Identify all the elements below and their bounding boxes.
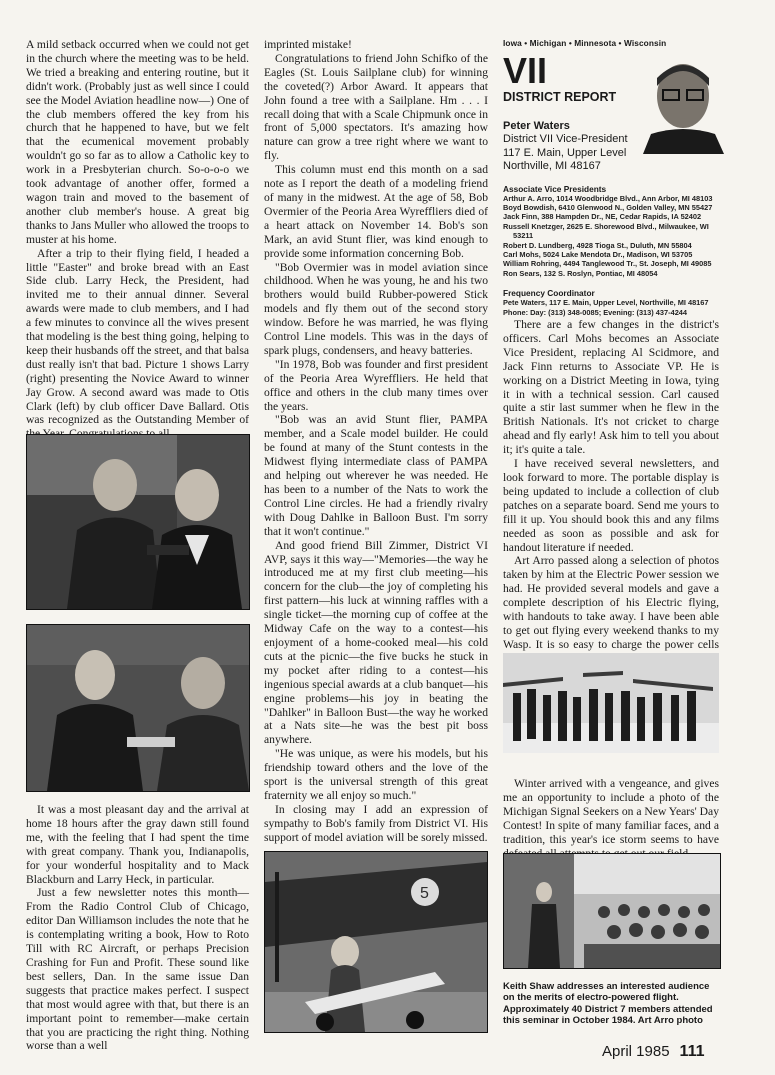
paragraph: It was a most pleasant day and the arrival at home 18 hours after the gray dawn still found me, with the feeling that I had spent the time with great company. Thank you, Indianapolis, for your wonderful hospitality and to Mack Blackburn and Larry Heck, in particular.: [26, 803, 249, 886]
paragraph: Congratulations to friend John Schifko of the Eagles (St. Louis Sailplane club) for winning the coveted(?) Arbor Award. It appears that John found a tree with a Sailplane. Hm . . . I recall doing that with a Scale Chipmunk once in front of 5,000 spectators. It's amazing how nature can grow a tree right where we want to fly.: [264, 51, 488, 163]
paragraph: And good friend Bill Zimmer, District VI AVP, says it this way—"Memories—the way he introduced me at my first club meeting—his concern for the club—the joy of completing his first pattern—his luck at winning raffles with a single ticket—the morning cup of coffee at the Midway Cafe on the way to a contest—his enjoyment of a home-cooked meal—his cold cuts at the picnic—the five bucks he stuck in my pocket after riding to a contest—his ingenious special awards at a club banquet—his engine problems—his joy in beating the "Dahlker" in Balloon Bust—the way he worked at a Nats site—he was the best pit boss anywhere.: [264, 538, 488, 747]
associate-vp-heading: Associate Vice Presidents: [503, 183, 607, 194]
district-report-title: DISTRICT REPORT: [503, 90, 617, 104]
district-numeral: VII: [503, 50, 548, 91]
associate-vp-entry: Boyd Bowdish, 6410 Glenwood N., Golden Valley, MN 55427: [503, 203, 713, 213]
paragraph: "He was unique, as were his models, but his friendship toward others and the love of the sport is the universal strength of this great fraternity we all enjoy so much.": [264, 747, 488, 802]
paragraph: I have received several newsletters, and look forward to more. The portable display is being updated to include a collection of club patches on a separate board. Send me yours to fill it up. You should book this and any films needed as soon as possible and ask for handout literature if needed.: [503, 457, 719, 554]
page-number: 111: [679, 1043, 705, 1060]
frequency-coordinator-details: [503, 298, 738, 317]
frequency-coordinator-heading: Frequency Coordinator: [503, 288, 595, 299]
associate-vp-entry: 53211: [513, 231, 534, 241]
paragraph: Art Arro passed along a selection of photos taken by him at the Electric Power session we had. He provided several models and gave a complete description of his Electric flying, with handouts to take away. I have been able to get out flying every weekend thanks to my Wasp. It is so easy to charge the power cells: [503, 554, 719, 651]
district-states: Iowa • Michigan • Minnesota • Wisconsin: [503, 38, 667, 48]
paragraph: Winter arrived with a vengeance, and gives me an opportunity to include a photo of the Michigan Signal Seekers on a New Years' Day Contest! In spite of many familiar faces, and a tradition, this year's ice storm seems to have: [503, 777, 719, 846]
associate-vp-entry: Robert D. Lundberg, 4928 Tioga St., Duluth, MN 55804: [503, 240, 692, 250]
paragraph: imprinted mistake!: [264, 38, 352, 51]
photo-signal-seekers-group: [503, 653, 719, 753]
associate-vp-list: [503, 194, 738, 279]
issue-date: April 1985: [602, 1043, 670, 1060]
photo-vice-president-portrait: [643, 56, 724, 154]
paragraph: "Bob Overmier was in model aviation since childhood. When he was young, he and his two brothers would build Rubber-powered Stick models and fly them out of the second story window. Before he was married, he was flying Control Line models. This was in the days of spark plugs, condensers, and heavy batteries.: [264, 260, 488, 357]
column-1-bottom: [26, 803, 249, 1053]
photo-caption: Keith Shaw addresses an interested audience on the merits of electro-powered flight. Approximately 40 District 7 members attended this seminar in October 1984. Art Arro photo: [503, 981, 713, 1026]
column-3: [503, 318, 719, 680]
associate-vp-entry: William Rohring, 4494 Tanglewood Tr., St. Joseph, MI 49085: [503, 259, 712, 269]
vp-address-line: 117 E. Main, Upper Level: [503, 146, 627, 159]
photo-award-presentation-1: [26, 434, 250, 610]
photo-scale-warbird-model: [264, 851, 488, 1033]
vp-name: Peter Waters: [503, 120, 570, 132]
photo-award-presentation-2: [26, 624, 250, 792]
frequency-coordinator-line: Phone: Day: (313) 348-0085; Evening: (313) 437-4244: [503, 307, 688, 317]
associate-vp-entry: Carl Mohs, 5024 Lake Mendota Dr., Madison, WI 53705: [503, 250, 693, 260]
column-2: [264, 38, 488, 905]
paragraph: There are a few changes in the district's officers. Carl Mohs becomes an Associate Vice President, replacing Al Scidmore, and Jack Finn returns to Associate VP. He is working on a District Meeting in Iowa, tying it in with a technical session. Carl caused quite a stir last summer when he flew in the British Nationals. It's not cricket to charge ahead and fly early! Ask him to tell you about it; it's quite a tale.: [503, 318, 719, 457]
associate-vp-entry: Jack Finn, 388 Hampden Dr., NE, Cedar Rapids, IA 52402: [503, 212, 702, 222]
frequency-coordinator-line: Pete Waters, 117 E. Main, Upper Level, Northville, MI 48167: [503, 298, 709, 308]
associate-vp-entry: Arthur A. Arro, 1014 Woodbridge Blvd., Ann Arbor, MI 48103: [503, 193, 713, 203]
associate-vp-entry: Ron Sears, 132 S. Roslyn, Pontiac, MI 48054: [503, 268, 658, 278]
vp-title: District VII Vice-President: [503, 133, 628, 146]
svg-text:5: 5: [420, 885, 429, 902]
column-1: [26, 38, 249, 441]
page-folio: [602, 1043, 704, 1061]
column-3-bottom: [503, 777, 719, 860]
paragraph: In closing may I add an expression of sympathy to Bob's family from District VI. His support of model aviation will be sorely missed.: [264, 802, 488, 844]
paragraph: "In 1978, Bob was founder and first president of the Peoria Area Wyreffliers. He held that office and others in the club many times over the years.: [264, 357, 488, 413]
paragraph: A mild setback occurred when we could not get in the church where the meeting was to be held. We tried a breaking and entering routine, but it didn't work. (Probably just as well since I could see the Model Aviation headline now—) One of the club members offered the key from his church that he happened to have, but we felt that the ecumenical movement probably wouldn't go so far as to allow a Catholic key to work in a Presbyterian church. So-o-o-o we took advantage of another offer, formed a wagon train and moved to the basement of another club member's house. A great big thanks to Jans Muller who allowed the troops to muster at his home.: [26, 38, 249, 246]
associate-vp-entry: Russell Knetzger, 2625 E. Shorewood Blvd., Milwaukee, WI: [503, 221, 709, 231]
paragraph: After a trip to their flying field, I headed a little "Easter" and broke bread with an East Side club. Larry Heck, the President, had invited me to their annual dinner. Several awards were made to club members, and I had a few minutes to convince all the wives present that modeling is the best thing going, helping to keep their husbands off the street, and that balsa dust really isn't that bad. Picture 1 shows Larry (right) presenting the Novice Award to winner Jay Grow. A second award was made to Otis Clark (left) by club officer Dave Ballard. Otis was recognized as the Outstanding Member of: [26, 246, 249, 427]
paragraph: "Bob was an avid Stunt flier, PAMPA member, and a Scale model builder. He could be found at many of the Stunt contests in the Midwest flying intermediate class of PAMPA and helping out wherever he was needed. He has been to a number of the Nats to work the Control Line circles. He had a friendly rivalry with Doug Dahlke in Balloon Bust. I'm sorry that it won't continue.": [264, 413, 488, 538]
vp-address-line: Northville, MI 48167: [503, 160, 601, 173]
paragraph: Just a few newsletter notes this month—From the Radio Control Club of Chicago, editor Dan Williamson includes the note that he is contemplating writing a book, How to Roto Till with RC Aircraft, or perhaps Precision Crashing for Fun and Profit. These sound like best sellers, Dan. In the same issue Dan suggests that practice makes perfect. I suspect that most would agree with that, but there is an important point to remember—make certain that you are practicing the right thing. Nothing worse than a well: [26, 886, 249, 1053]
paragraph: This column must end this month on a sad note as I report the death of a modeling friend of many in the midwest. At the age of 58, Bob Overmier of the Peoria Area Wyreffliers died of a heart attack on November 14. Bob's son Mark, an avid Stunt flier, was kind enough to provide some information concerning Bob.: [264, 163, 488, 260]
photo-electric-seminar: [503, 853, 721, 969]
